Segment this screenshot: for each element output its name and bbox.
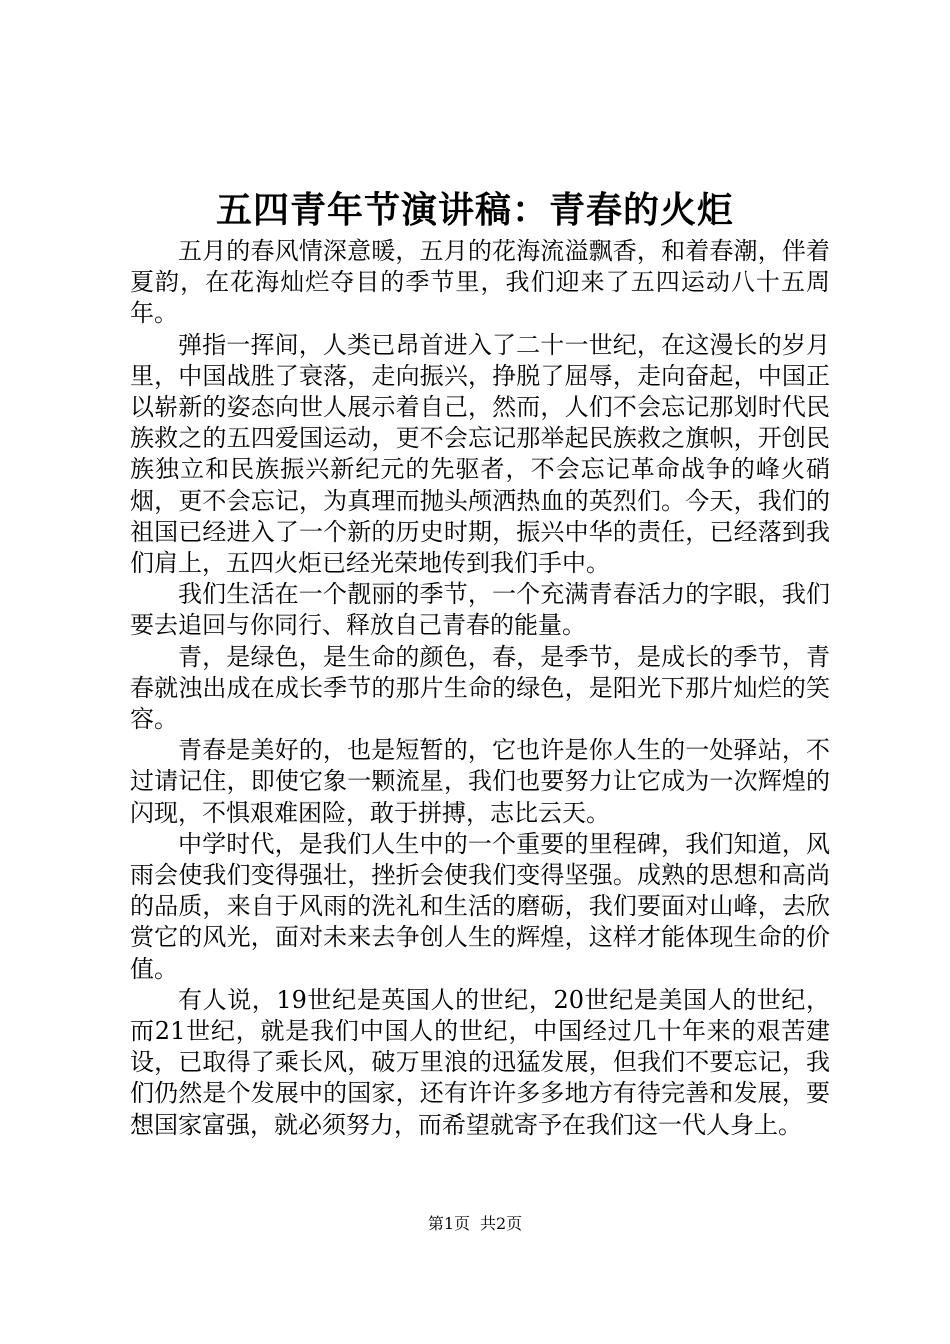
page-number: 第1页 xyxy=(427,1214,470,1233)
page-footer xyxy=(0,1212,950,1236)
paragraph: 我们生活在一个靓丽的季节，一个充满青春活力的字眼，我们要去追回与你同行、释放自己青春的能量。 xyxy=(130,580,830,640)
paragraph: 青春是美好的，也是短暂的，它也许是你人生的一处驿站，不过请记住，即使它象一颗流星，我们也要努力让它成为一次辉煌的闪现，不惧艰难困险，敢于拼搏，志比云天。 xyxy=(130,736,830,827)
page-total: 共2页 xyxy=(480,1214,523,1233)
paragraph: 弹指一挥间，人类已昂首进入了二十一世纪，在这漫长的岁月里，中国战胜了衰落，走向振兴，挣脱了屈辱，走向奋起，中国正以崭新的姿态向世人展示着自己，然而，人们不会忘记那划时代民族救之的五四爱国运动，更不会忘记那举起民族救之旗帜，开创民族独立和民族振兴新纪元的先驱者，不会忘记革命战争的峰火硝烟，更不会忘记，为真理而抛头颅洒热血的英烈们。今天，我们的祖国已经进入了一个新的历史时期，振兴中华的责任，已经落到我们肩上，五四火炬已经光荣地传到我们手中。 xyxy=(130,330,830,578)
document-title: 五四青年节演讲稿：青春的火炬 xyxy=(215,189,734,231)
paragraph: 五月的春风情深意暖，五月的花海流溢飘香，和着春潮，伴着夏韵，在花海灿烂夺目的季节里，我们迎来了五四运动八十五周年。 xyxy=(130,237,830,328)
document-body xyxy=(130,236,830,1141)
paragraph: 有人说，19世纪是英国人的世纪，20世纪是美国人的世纪，而21世纪，就是我们中国人的世纪，中国经过几十年来的艰苦建设，已取得了乘长风，破万里浪的迅猛发展，但我们不要忘记，我们仍然是个发展中的国家，还有许许多多地方有待完善和发展，要想国家富强，就必须努力，而希望就寄予在我们这一代人身上。 xyxy=(130,985,830,1139)
paragraph: 青，是绿色，是生命的颜色，春，是季节，是成长的季节，青春就浊出成在成长季节的那片生命的绿色，是阳光下那片灿烂的笑容。 xyxy=(130,642,830,734)
paragraph: 中学时代，是我们人生中的一个重要的里程碑，我们知道，风雨会使我们变得强壮，挫折会使我们变得坚强。成熟的思想和高尚的品质，来自于风雨的洗礼和生活的磨砺，我们要面对山峰，去欣赏它的风光，面对未来去争创人生的辉煌，这样才能体现生命的价值。 xyxy=(130,829,830,983)
